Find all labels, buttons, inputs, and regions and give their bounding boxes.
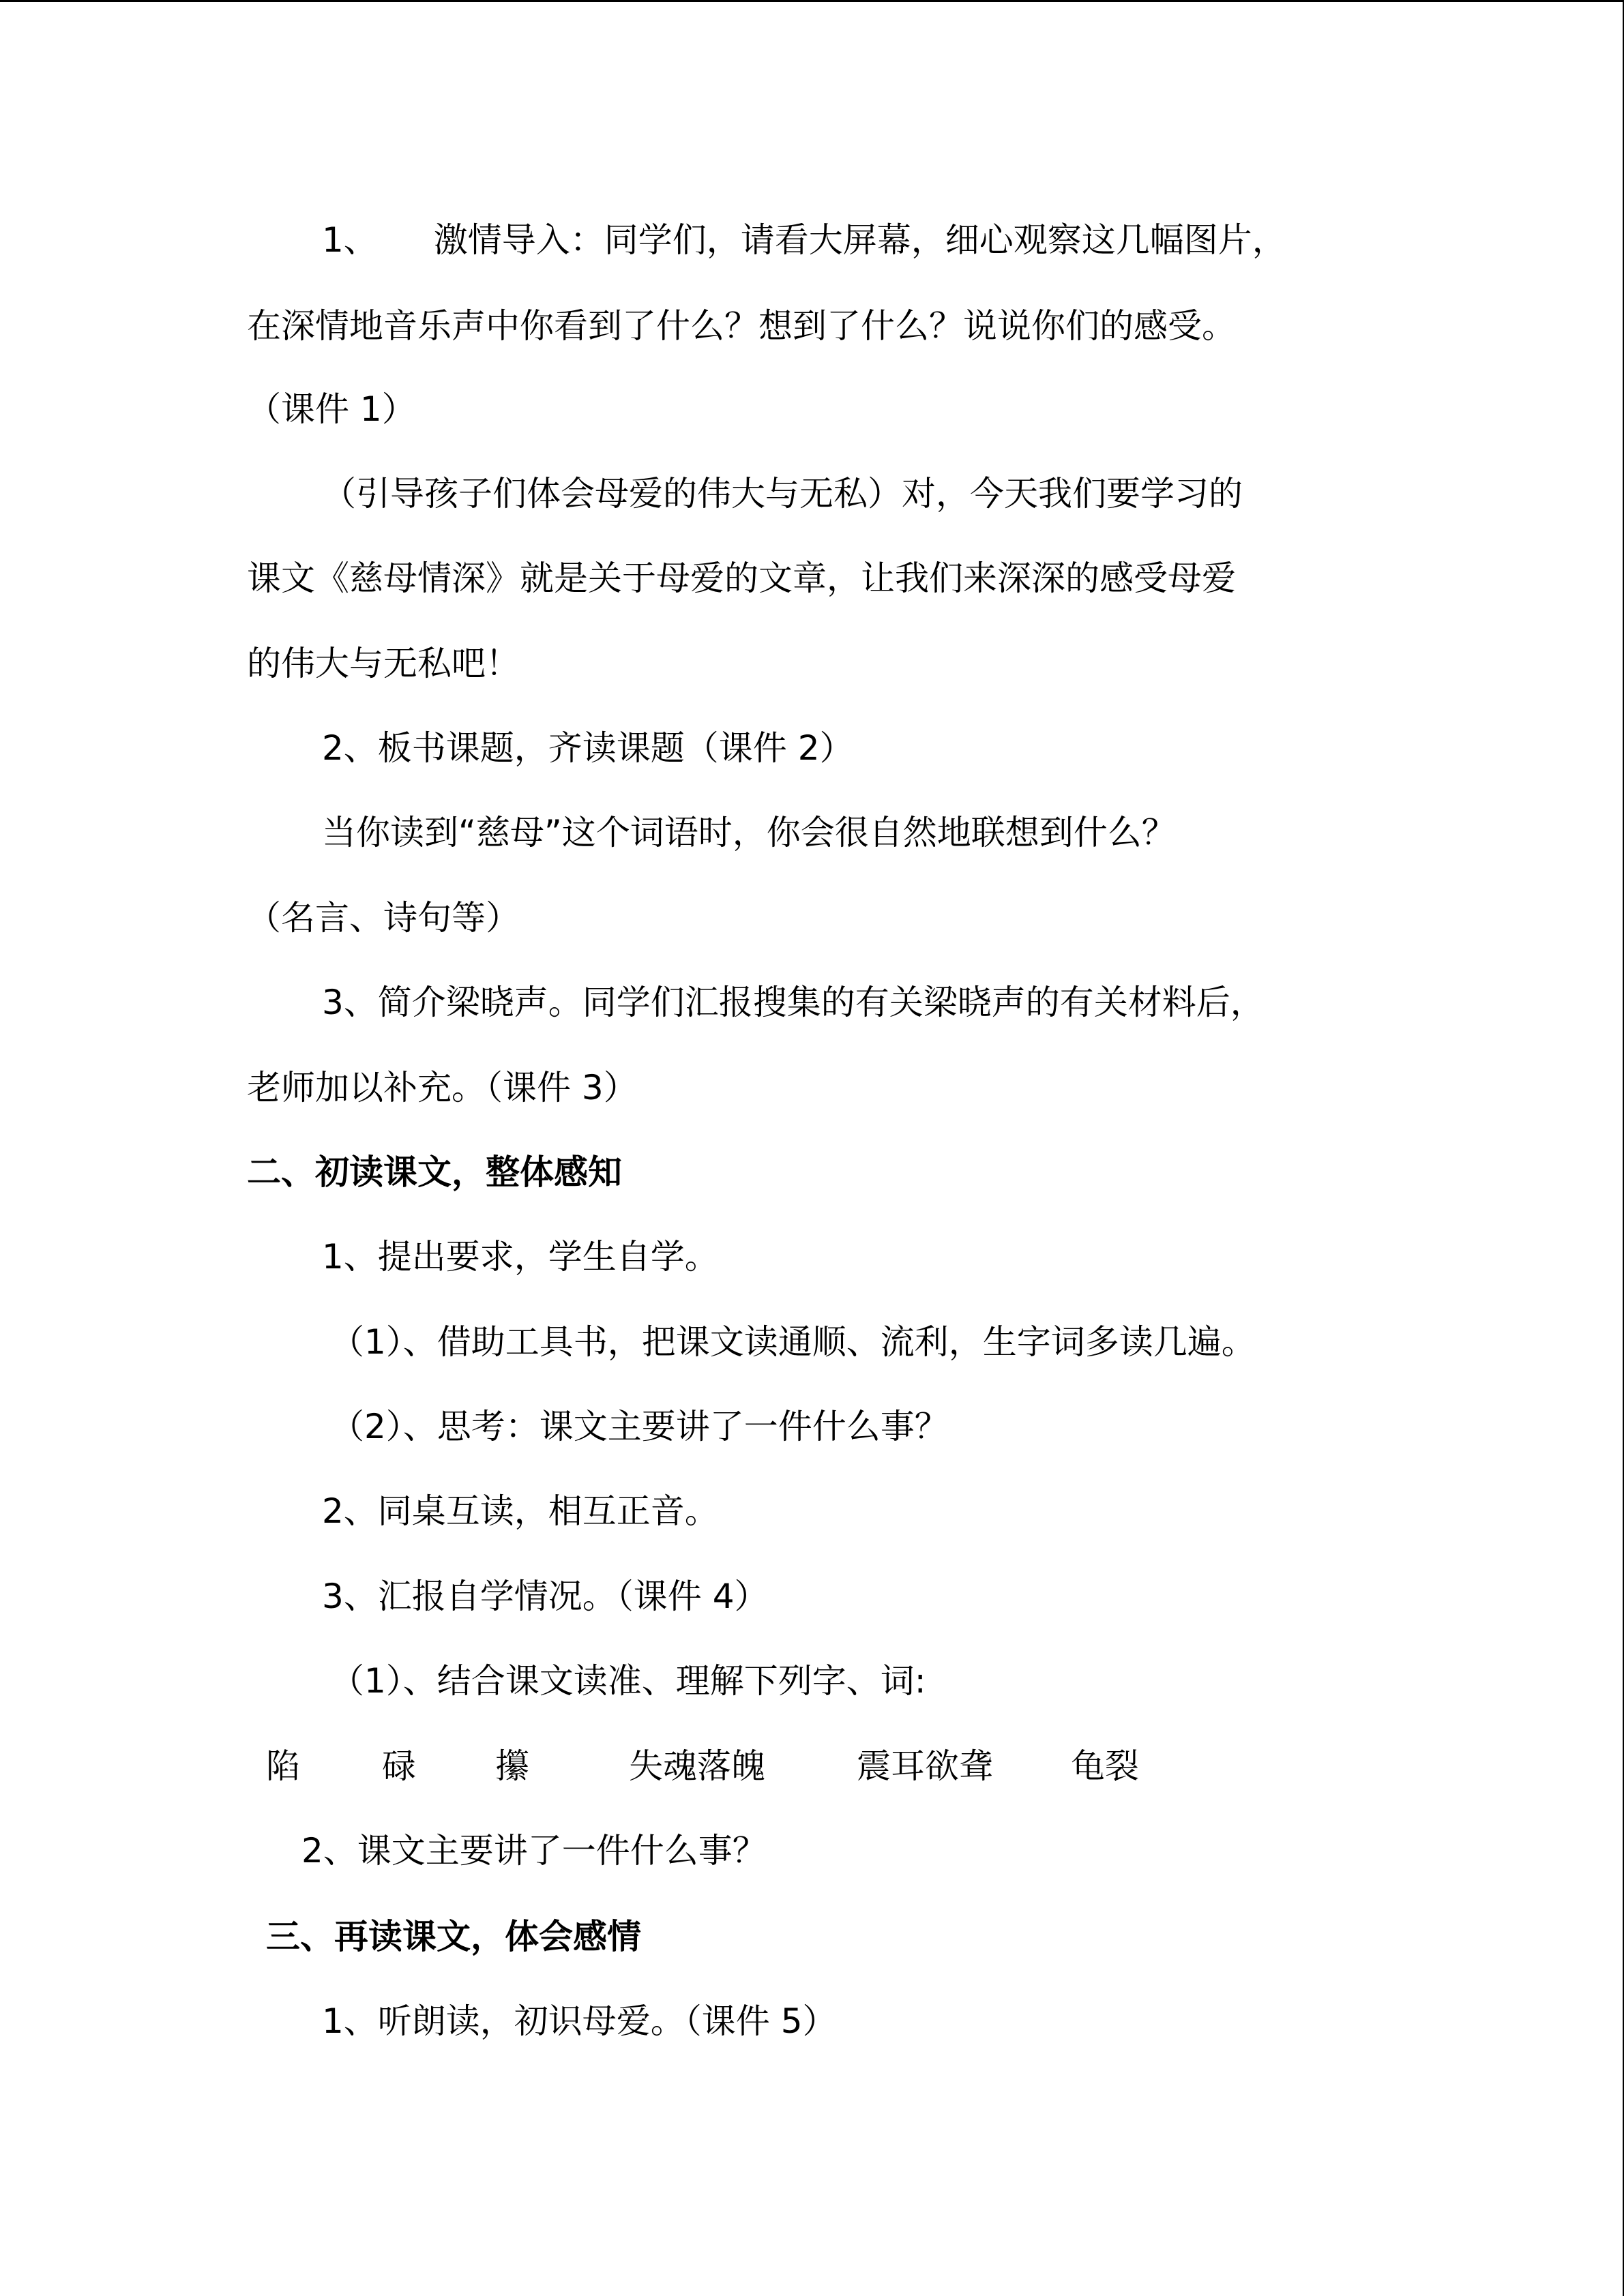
vocabulary-word: 失魂落魄: [629, 1746, 765, 1786]
paragraph-2-line-3: 的伟大与无私吧！: [247, 644, 520, 683]
paragraph-1-line-2: 在深情地音乐声中你看到了什么？想到了什么？说说你们的感受。: [247, 306, 1236, 346]
paragraph-1-line-3: （课件 1）: [247, 389, 416, 429]
vocabulary-word: 震耳欲聋: [857, 1746, 993, 1786]
section-2-item-1-sub-1: （1）、借助工具书，把课文读通顺、流利，生字词多读几遍。: [330, 1322, 1256, 1362]
paragraph-1-number: 1、: [322, 220, 378, 260]
section-2-item-2: 2、同桌互读，相互正音。: [322, 1491, 719, 1531]
paragraph-2-line-1: （引导孩子们体会母爱的伟大与无私）对，今天我们要学习的: [322, 474, 1243, 513]
vocabulary-word: 龟裂: [1071, 1746, 1139, 1786]
paragraph-3: 2、板书课题，齐读课题（课件 2）: [322, 728, 854, 768]
section-2-item-1-sub-2: （2）、思考：课文主要讲了一件什么事？: [330, 1407, 949, 1446]
page-top-border: [0, 0, 1624, 2]
paragraph-4-line-1: 当你读到“慈母”这个词语时，你会很自然地联想到什么？: [322, 813, 1176, 852]
section-2-item-3: 3、汇报自学情况。（课件 4）: [322, 1577, 769, 1616]
paragraph-2-line-2: 课文《慈母情深》就是关于母爱的文章，让我们来深深的感受母爱: [247, 558, 1236, 598]
paragraph-5-line-2: 老师加以补充。（课件 3）: [247, 1068, 638, 1107]
section-2-item-3-sub-2: 2、课文主要讲了一件什么事？: [301, 1831, 767, 1870]
vocabulary-word: 攥: [495, 1746, 529, 1786]
vocabulary-word: 陷: [266, 1746, 300, 1786]
section-2-item-3-sub-1: （1）、结合课文读准、理解下列字、词:: [330, 1661, 926, 1701]
paragraph-5-line-1: 3、简介梁晓声。同学们汇报搜集的有关梁晓声的有关材料后，: [322, 983, 1265, 1022]
section-3-heading: 三、再读课文，体会感情: [266, 1917, 641, 1956]
paragraph-1-line-1: [322, 220, 1286, 260]
section-3-item-1: 1、听朗读，初识母爱。（课件 5）: [322, 2001, 837, 2041]
paragraph-1-text: 激情导入：同学们，请看大屏幕，细心观察这几幅图片，: [433, 220, 1286, 260]
vocabulary-word-row: [0, 1746, 1624, 1787]
section-2-item-1: 1、提出要求，学生自学。: [322, 1237, 719, 1277]
vocabulary-word: 碌: [382, 1746, 416, 1786]
paragraph-4-line-2: （名言、诗句等）: [247, 898, 520, 938]
section-2-heading: 二、初读课文，整体感知: [247, 1152, 622, 1192]
